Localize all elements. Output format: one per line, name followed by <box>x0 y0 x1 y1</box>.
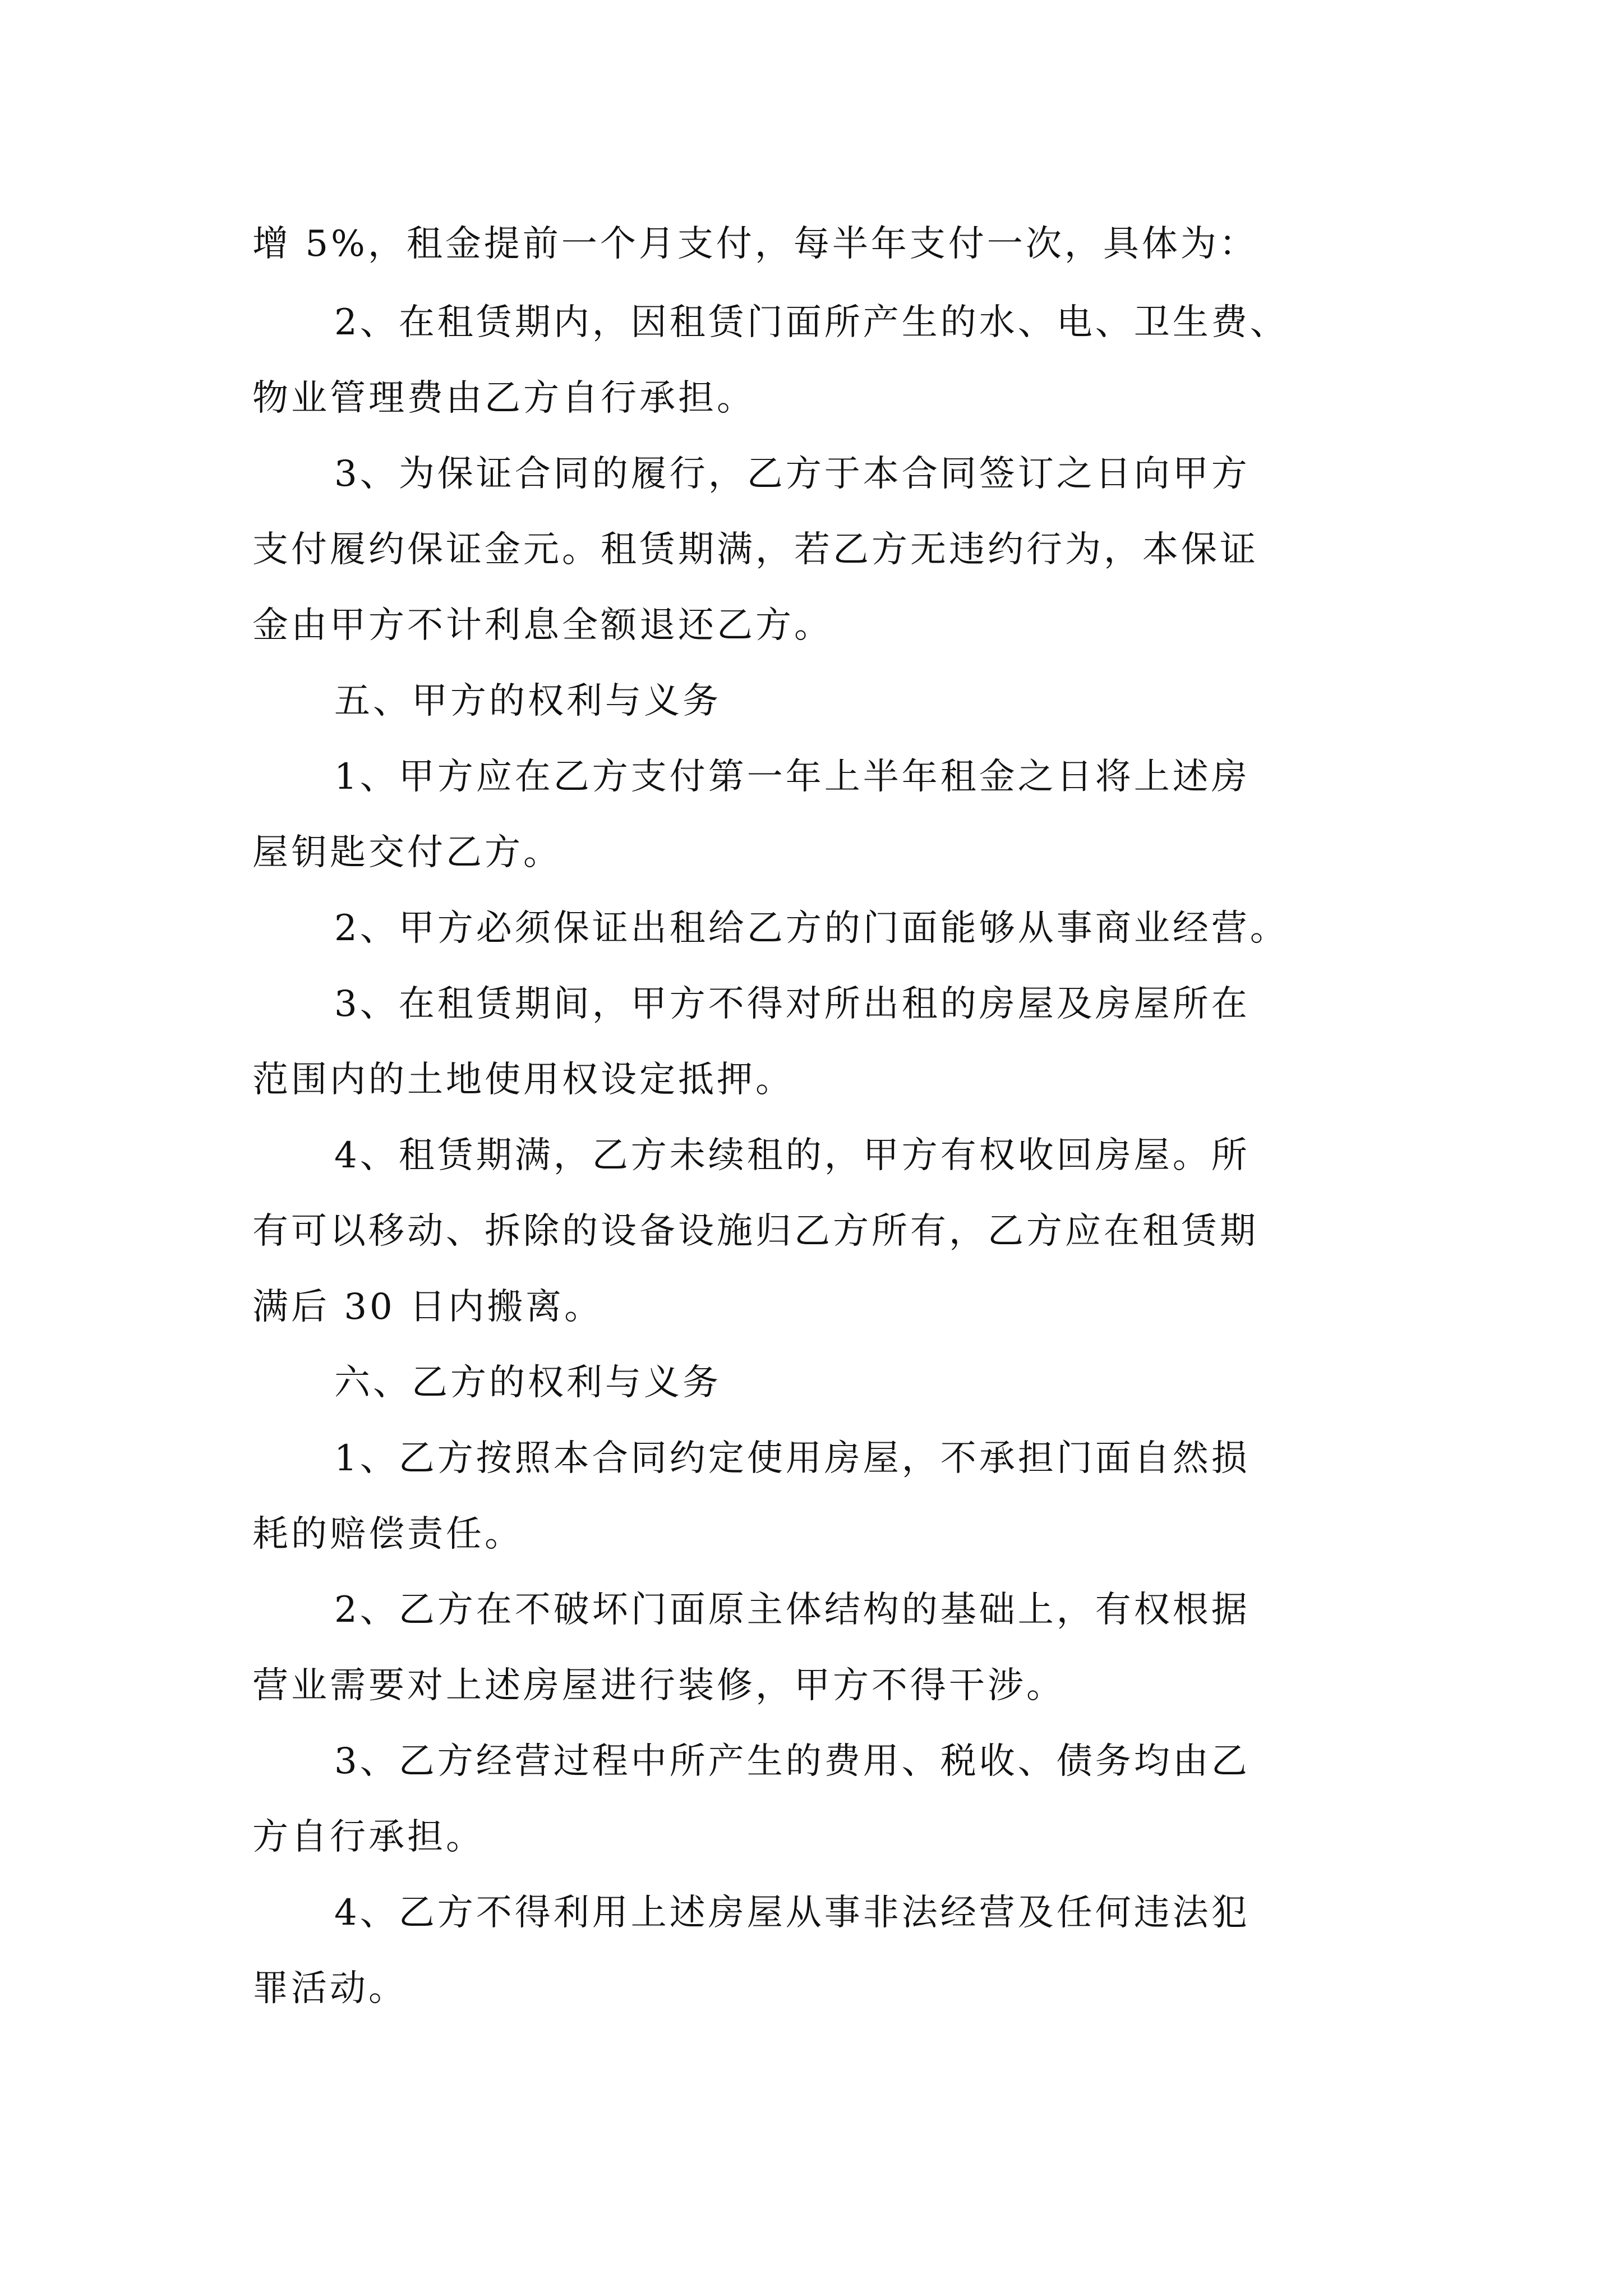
text-line: 金由甲方不计利息全额退还乙方。 <box>252 605 833 646</box>
text-line: 4、乙方不得利用上述房屋从事非法经营及任何违法犯 <box>334 1892 1250 1934</box>
text-line: 营业需要对上述房屋进行装修，甲方不得干涉。 <box>252 1665 1065 1706</box>
text-line: 方自行承担。 <box>252 1816 485 1858</box>
text-line: 1、乙方按照本合同约定使用房屋，不承担门面自然损 <box>334 1438 1250 1479</box>
text-line: 支付履约保证金元。租赁期满，若乙方无违约行为，本保证 <box>252 529 1258 570</box>
section-heading: 五、甲方的权利与义务 <box>334 680 721 722</box>
text-line: 增 5%，租金提前一个月支付，每半年支付一次，具体为： <box>252 223 1258 265</box>
text-line: 3、为保证合同的履行，乙方于本合同签订之日向甲方 <box>334 453 1250 495</box>
section-heading: 六、乙方的权利与义务 <box>334 1362 721 1404</box>
text-line: 3、乙方经营过程中所产生的费用、税收、债务均由乙 <box>334 1741 1250 1782</box>
text-line: 2、在租赁期内，因租赁门面所产生的水、电、卫生费、 <box>334 302 1289 343</box>
text-line: 1、甲方应在乙方支付第一年上半年租金之日将上述房 <box>334 756 1250 798</box>
text-line: 范围内的土地使用权设定抵押。 <box>252 1059 794 1101</box>
text-line: 罪活动。 <box>252 1968 407 2009</box>
text-line: 2、甲方必须保证出租给乙方的门面能够从事商业经营。 <box>334 908 1289 949</box>
text-line: 有可以移动、拆除的设备设施归乙方所有，乙方应在租赁期 <box>252 1211 1258 1252</box>
text-line: 4、租赁期满，乙方未续租的，甲方有权收回房屋。所 <box>334 1135 1250 1176</box>
text-line: 2、乙方在不破坏门面原主体结构的基础上，有权根据 <box>334 1589 1250 1631</box>
text-line: 3、在租赁期间，甲方不得对所出租的房屋及房屋所在 <box>334 983 1250 1025</box>
text-line: 屋钥匙交付乙方。 <box>252 832 562 873</box>
text-line: 物业管理费由乙方自行承担。 <box>252 378 755 419</box>
text-line: 耗的赔偿责任。 <box>252 1513 523 1555</box>
text-line: 满后 30 日内搬离。 <box>252 1286 603 1328</box>
